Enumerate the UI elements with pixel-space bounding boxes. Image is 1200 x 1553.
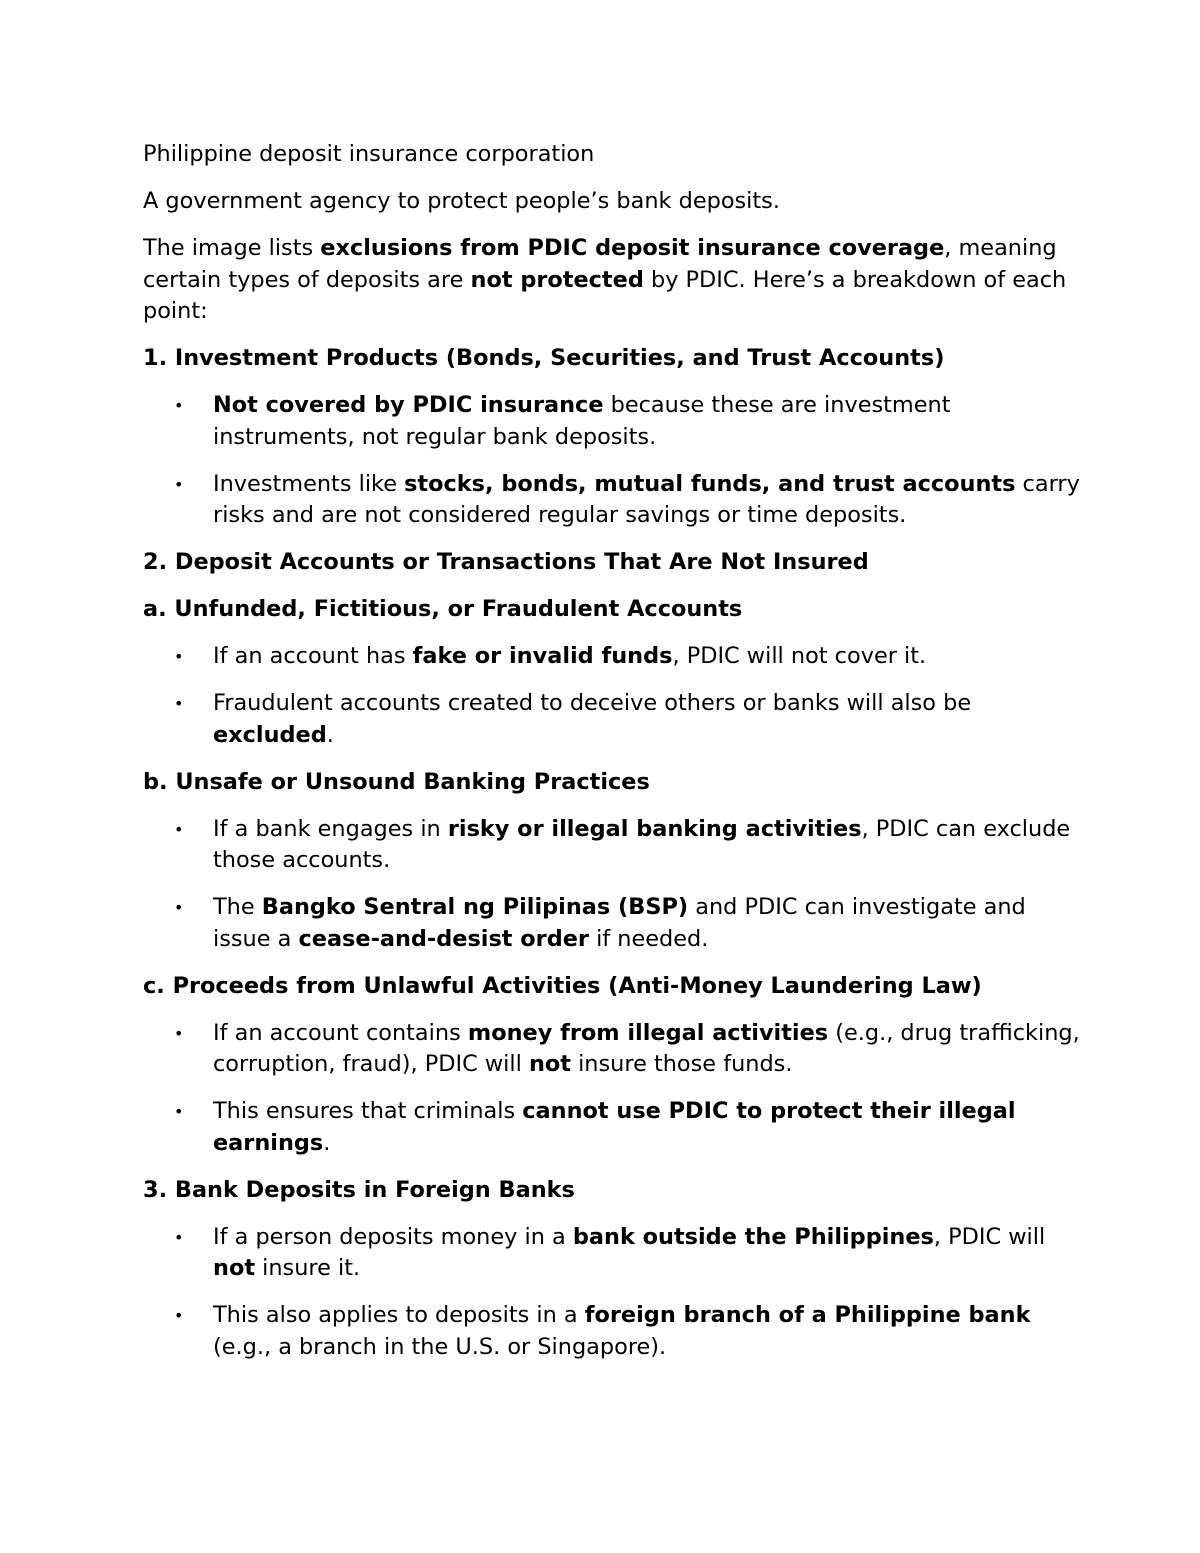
section-a-list xyxy=(143,641,1083,751)
bold-text: cease-and-desist order xyxy=(298,925,589,952)
section-b-heading: b. Unsafe or Unsound Banking Practices xyxy=(143,768,650,795)
section-1-heading: 1. Investment Products (Bonds, Securities, and Trust Accounts) xyxy=(143,345,945,371)
bold-text: bank outside the Philippines xyxy=(572,1223,934,1250)
text: (e.g., a branch in the U.S. or Singapore). xyxy=(213,1333,667,1360)
section-c-heading: c. Proceeds from Unlawful Activities (Anti-Money Laundering Law) xyxy=(143,972,982,999)
text: if needed. xyxy=(588,925,709,952)
list-item xyxy=(143,1222,1083,1285)
text: If an account contains xyxy=(213,1019,468,1046)
text: . xyxy=(326,721,334,748)
section-3-heading: 3. Bank Deposits in Foreign Banks xyxy=(143,1176,575,1203)
section-a-heading: a. Unfunded, Fictitious, or Fraudulent Accounts xyxy=(143,596,743,622)
text: and PDIC can investigate and issue a xyxy=(213,894,1026,952)
list-item xyxy=(143,1096,1083,1159)
text: If a person deposits money in a xyxy=(213,1223,573,1250)
bullet-icon: • xyxy=(174,396,184,415)
bold-text: cannot use PDIC to protect their illegal earnings xyxy=(213,1098,1016,1156)
bold-text: fake or invalid funds xyxy=(412,643,673,669)
text: This also applies to deposits in a xyxy=(213,1302,585,1328)
list-item xyxy=(143,1018,1083,1081)
bullet-icon: • xyxy=(174,474,184,494)
intro-paragraph: A government agency to protect people’s bank deposits. xyxy=(143,188,780,214)
bullet-icon: • xyxy=(174,1023,184,1043)
bullet-icon: • xyxy=(174,1227,184,1247)
summary-text-3: by PDIC. Here’s a breakdown of each point: xyxy=(143,266,1067,324)
text: (e.g., drug trafficking, corruption, fraud), PDIC will xyxy=(213,1019,1080,1077)
text: The xyxy=(213,894,262,920)
summary-text-2: , meaning certain types of deposits are xyxy=(143,235,1057,293)
bold-text: not xyxy=(213,1255,256,1281)
bold-text: not xyxy=(528,1051,571,1077)
list-item xyxy=(143,814,1083,877)
document-page xyxy=(143,139,1083,1379)
section-3-list xyxy=(143,1222,1083,1364)
text: insure those funds. xyxy=(570,1051,793,1077)
bold-text: foreign branch of a Philippine bank xyxy=(584,1302,1031,1328)
bold-text: stocks, bonds, mutual funds, and trust accounts xyxy=(404,470,1016,497)
bullet-icon: • xyxy=(174,694,184,713)
text: , PDIC can exclude those accounts. xyxy=(213,815,1071,873)
section-2-heading: 2. Deposit Accounts or Transactions That Are Not Insured xyxy=(143,549,869,575)
bullet-icon: • xyxy=(174,647,184,666)
summary-bold-1: exclusions from PDIC deposit insurance coverage xyxy=(320,235,945,261)
list-item xyxy=(143,688,1083,751)
summary-bold-2: not protected xyxy=(470,266,644,293)
text: carry risks and are not considered regular savings or time deposits. xyxy=(213,470,1080,528)
bold-text: risky or illegal banking activities xyxy=(447,815,862,842)
section-b-list xyxy=(143,814,1083,956)
bullet-icon: • xyxy=(174,898,184,917)
bullet-icon: • xyxy=(174,819,184,839)
summary-paragraph xyxy=(143,233,1083,328)
document-title: Philippine deposit insurance corporation xyxy=(143,141,595,167)
list-item xyxy=(143,390,1083,453)
list-item xyxy=(143,1300,1083,1363)
text: , PDIC will xyxy=(933,1223,1046,1250)
text: because these are investment instruments, not regular bank deposits. xyxy=(213,392,951,450)
bold-text: excluded xyxy=(213,721,327,748)
text: This ensures that criminals xyxy=(213,1098,523,1124)
text: Investments like xyxy=(213,470,405,497)
text: , PDIC will not cover it. xyxy=(672,643,927,669)
text: If a bank engages in xyxy=(213,815,448,842)
summary-text-1: The image lists xyxy=(143,235,321,261)
list-item xyxy=(143,892,1083,955)
list-item xyxy=(143,469,1083,532)
bold-text: Not covered by PDIC insurance xyxy=(213,392,604,418)
text: . xyxy=(323,1129,331,1156)
text: Fraudulent accounts created to deceive others or banks will also be xyxy=(213,690,972,716)
bullet-icon: • xyxy=(174,1102,184,1121)
section-c-list xyxy=(143,1018,1083,1160)
text: If an account has xyxy=(213,643,413,669)
text: insure it. xyxy=(255,1255,361,1281)
section-1-list xyxy=(143,390,1083,532)
bold-text: money from illegal activities xyxy=(467,1019,829,1046)
bold-text: Bangko Sentral ng Pilipinas (BSP) xyxy=(261,894,689,920)
list-item xyxy=(143,641,1083,673)
bullet-icon: • xyxy=(174,1306,184,1325)
